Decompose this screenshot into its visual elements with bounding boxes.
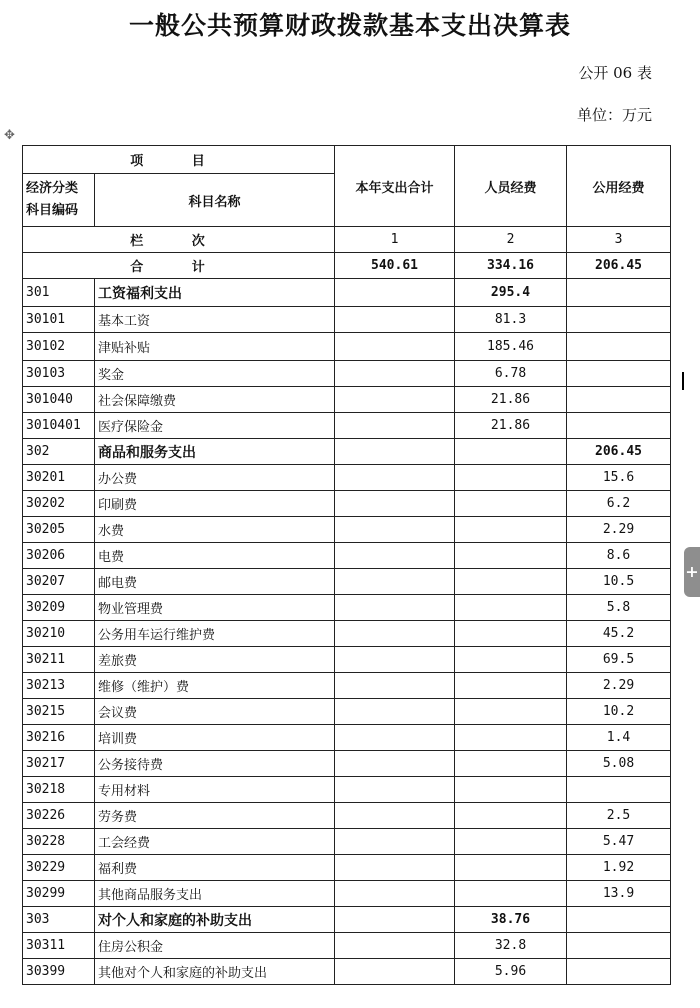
row-total bbox=[335, 517, 455, 543]
row-personnel bbox=[455, 829, 567, 855]
row-public bbox=[567, 279, 671, 307]
row-code: 3010401 bbox=[23, 413, 95, 439]
table-row bbox=[23, 959, 671, 985]
row-code: 30399 bbox=[23, 959, 95, 985]
table-row bbox=[23, 907, 671, 933]
row-public: 13.9 bbox=[567, 881, 671, 907]
row-code: 30299 bbox=[23, 881, 95, 907]
row-personnel bbox=[455, 621, 567, 647]
row-total bbox=[335, 803, 455, 829]
row-total bbox=[335, 673, 455, 699]
row-total bbox=[335, 907, 455, 933]
row-total bbox=[335, 361, 455, 387]
row-total bbox=[335, 543, 455, 569]
row-personnel: 38.76 bbox=[455, 907, 567, 933]
row-name: 会议费 bbox=[95, 699, 335, 725]
table-row bbox=[23, 673, 671, 699]
row-total bbox=[335, 491, 455, 517]
table-row bbox=[23, 699, 671, 725]
row-personnel bbox=[455, 647, 567, 673]
row-name: 培训费 bbox=[95, 725, 335, 751]
row-personnel: 6.78 bbox=[455, 361, 567, 387]
row-personnel: 185.46 bbox=[455, 333, 567, 361]
table-row bbox=[23, 569, 671, 595]
column-index-3: 3 bbox=[567, 227, 671, 253]
name-column-header: 科目名称 bbox=[95, 174, 335, 227]
row-public: 5.8 bbox=[567, 595, 671, 621]
row-total bbox=[335, 699, 455, 725]
row-code: 30101 bbox=[23, 307, 95, 333]
row-public bbox=[567, 933, 671, 959]
row-public: 2.5 bbox=[567, 803, 671, 829]
row-total bbox=[335, 333, 455, 361]
row-code: 30311 bbox=[23, 933, 95, 959]
sum-personnel: 334.16 bbox=[455, 253, 567, 279]
column-index-1: 1 bbox=[335, 227, 455, 253]
row-total bbox=[335, 465, 455, 491]
table-row bbox=[23, 855, 671, 881]
row-public: 2.29 bbox=[567, 673, 671, 699]
expand-panel-icon[interactable]: + bbox=[684, 547, 700, 597]
row-code: 30202 bbox=[23, 491, 95, 517]
row-code: 30211 bbox=[23, 647, 95, 673]
row-name: 其他对个人和家庭的补助支出 bbox=[95, 959, 335, 985]
personnel-column-header: 人员经费 bbox=[455, 146, 567, 227]
row-total bbox=[335, 621, 455, 647]
row-total bbox=[335, 307, 455, 333]
row-personnel bbox=[455, 595, 567, 621]
row-personnel bbox=[455, 803, 567, 829]
row-code: 302 bbox=[23, 439, 95, 465]
table-row bbox=[23, 307, 671, 333]
row-personnel bbox=[455, 517, 567, 543]
row-code: 30228 bbox=[23, 829, 95, 855]
row-public bbox=[567, 777, 671, 803]
row-total bbox=[335, 751, 455, 777]
row-public: 45.2 bbox=[567, 621, 671, 647]
row-personnel bbox=[455, 465, 567, 491]
row-personnel bbox=[455, 855, 567, 881]
table-row bbox=[23, 621, 671, 647]
column-index-label: 栏 次 bbox=[23, 227, 335, 253]
row-total bbox=[335, 855, 455, 881]
row-personnel bbox=[455, 725, 567, 751]
row-public: 6.2 bbox=[567, 491, 671, 517]
row-public: 69.5 bbox=[567, 647, 671, 673]
row-personnel bbox=[455, 491, 567, 517]
row-name: 福利费 bbox=[95, 855, 335, 881]
row-name: 基本工资 bbox=[95, 307, 335, 333]
row-public: 5.08 bbox=[567, 751, 671, 777]
row-personnel: 5.96 bbox=[455, 959, 567, 985]
row-total bbox=[335, 279, 455, 307]
code-column-header: 经济分类 科目编码 bbox=[23, 174, 95, 227]
row-name: 电费 bbox=[95, 543, 335, 569]
table-row bbox=[23, 803, 671, 829]
row-code: 301040 bbox=[23, 387, 95, 413]
row-code: 303 bbox=[23, 907, 95, 933]
row-total bbox=[335, 595, 455, 621]
row-name: 工资福利支出 bbox=[95, 279, 335, 307]
table-row bbox=[23, 725, 671, 751]
row-total bbox=[335, 647, 455, 673]
row-public: 1.4 bbox=[567, 725, 671, 751]
row-code: 30103 bbox=[23, 361, 95, 387]
row-personnel: 81.3 bbox=[455, 307, 567, 333]
row-name: 物业管理费 bbox=[95, 595, 335, 621]
row-total bbox=[335, 569, 455, 595]
sum-total: 540.61 bbox=[335, 253, 455, 279]
row-name: 对个人和家庭的补助支出 bbox=[95, 907, 335, 933]
row-code: 30102 bbox=[23, 333, 95, 361]
row-code: 30216 bbox=[23, 725, 95, 751]
row-personnel bbox=[455, 881, 567, 907]
table-row bbox=[23, 647, 671, 673]
row-name: 邮电费 bbox=[95, 569, 335, 595]
row-code: 30226 bbox=[23, 803, 95, 829]
row-name: 印刷费 bbox=[95, 491, 335, 517]
form-number: 公开 06 表 bbox=[578, 64, 652, 82]
row-total bbox=[335, 933, 455, 959]
row-name: 差旅费 bbox=[95, 647, 335, 673]
table-row bbox=[23, 751, 671, 777]
row-name: 劳务费 bbox=[95, 803, 335, 829]
row-name: 水费 bbox=[95, 517, 335, 543]
row-public bbox=[567, 413, 671, 439]
row-public bbox=[567, 361, 671, 387]
row-code: 301 bbox=[23, 279, 95, 307]
row-name: 住房公积金 bbox=[95, 933, 335, 959]
row-public: 10.2 bbox=[567, 699, 671, 725]
row-name: 办公费 bbox=[95, 465, 335, 491]
row-total bbox=[335, 881, 455, 907]
row-personnel: 21.86 bbox=[455, 387, 567, 413]
sum-public: 206.45 bbox=[567, 253, 671, 279]
row-code: 30209 bbox=[23, 595, 95, 621]
row-personnel bbox=[455, 673, 567, 699]
row-code: 30218 bbox=[23, 777, 95, 803]
row-code: 30201 bbox=[23, 465, 95, 491]
move-handle-icon[interactable]: ✥ bbox=[4, 128, 15, 143]
row-name: 工会经费 bbox=[95, 829, 335, 855]
row-total bbox=[335, 959, 455, 985]
table-row bbox=[23, 333, 671, 361]
row-public: 8.6 bbox=[567, 543, 671, 569]
row-total bbox=[335, 413, 455, 439]
row-code: 30213 bbox=[23, 673, 95, 699]
table-row bbox=[23, 413, 671, 439]
page-title: 一般公共预算财政拨款基本支出决算表 bbox=[128, 11, 571, 40]
public-column-header: 公用经费 bbox=[567, 146, 671, 227]
row-name: 商品和服务支出 bbox=[95, 439, 335, 465]
row-name: 其他商品服务支出 bbox=[95, 881, 335, 907]
row-personnel: 295.4 bbox=[455, 279, 567, 307]
row-name: 公务用车运行维护费 bbox=[95, 621, 335, 647]
unit-label: 单位：万元 bbox=[576, 106, 652, 124]
row-public bbox=[567, 959, 671, 985]
row-public bbox=[567, 907, 671, 933]
project-header: 项 目 bbox=[23, 146, 335, 174]
row-personnel bbox=[455, 439, 567, 465]
table-row bbox=[23, 543, 671, 569]
row-name: 专用材料 bbox=[95, 777, 335, 803]
row-public bbox=[567, 333, 671, 361]
table-row bbox=[23, 465, 671, 491]
row-public: 206.45 bbox=[567, 439, 671, 465]
row-name: 社会保障缴费 bbox=[95, 387, 335, 413]
text-cursor-icon bbox=[682, 372, 684, 390]
row-personnel bbox=[455, 751, 567, 777]
table-row bbox=[23, 279, 671, 307]
table-row bbox=[23, 595, 671, 621]
row-public: 2.29 bbox=[567, 517, 671, 543]
row-name: 维修（维护）费 bbox=[95, 673, 335, 699]
row-personnel: 32.8 bbox=[455, 933, 567, 959]
row-name: 津贴补贴 bbox=[95, 333, 335, 361]
table-row bbox=[23, 829, 671, 855]
row-personnel bbox=[455, 699, 567, 725]
table-row bbox=[23, 777, 671, 803]
row-public: 5.47 bbox=[567, 829, 671, 855]
row-personnel bbox=[455, 777, 567, 803]
table-row bbox=[23, 439, 671, 465]
row-public bbox=[567, 307, 671, 333]
total-column-header: 本年支出合计 bbox=[335, 146, 455, 227]
row-code: 30205 bbox=[23, 517, 95, 543]
expenditure-table bbox=[22, 145, 671, 985]
row-public: 15.6 bbox=[567, 465, 671, 491]
row-personnel bbox=[455, 543, 567, 569]
row-name: 医疗保险金 bbox=[95, 413, 335, 439]
row-personnel: 21.86 bbox=[455, 413, 567, 439]
row-public bbox=[567, 387, 671, 413]
table-row bbox=[23, 361, 671, 387]
row-code: 30215 bbox=[23, 699, 95, 725]
row-code: 30217 bbox=[23, 751, 95, 777]
table-row bbox=[23, 933, 671, 959]
table-row bbox=[23, 491, 671, 517]
table-row bbox=[23, 881, 671, 907]
row-name: 公务接待费 bbox=[95, 751, 335, 777]
row-total bbox=[335, 725, 455, 751]
sum-row-label: 合 计 bbox=[23, 253, 335, 279]
row-name: 奖金 bbox=[95, 361, 335, 387]
row-public: 1.92 bbox=[567, 855, 671, 881]
row-code: 30210 bbox=[23, 621, 95, 647]
row-total bbox=[335, 829, 455, 855]
row-code: 30207 bbox=[23, 569, 95, 595]
table-row bbox=[23, 387, 671, 413]
row-code: 30229 bbox=[23, 855, 95, 881]
table-row bbox=[23, 517, 671, 543]
row-public: 10.5 bbox=[567, 569, 671, 595]
row-total bbox=[335, 777, 455, 803]
row-personnel bbox=[455, 569, 567, 595]
row-total bbox=[335, 387, 455, 413]
row-code: 30206 bbox=[23, 543, 95, 569]
row-total bbox=[335, 439, 455, 465]
column-index-2: 2 bbox=[455, 227, 567, 253]
